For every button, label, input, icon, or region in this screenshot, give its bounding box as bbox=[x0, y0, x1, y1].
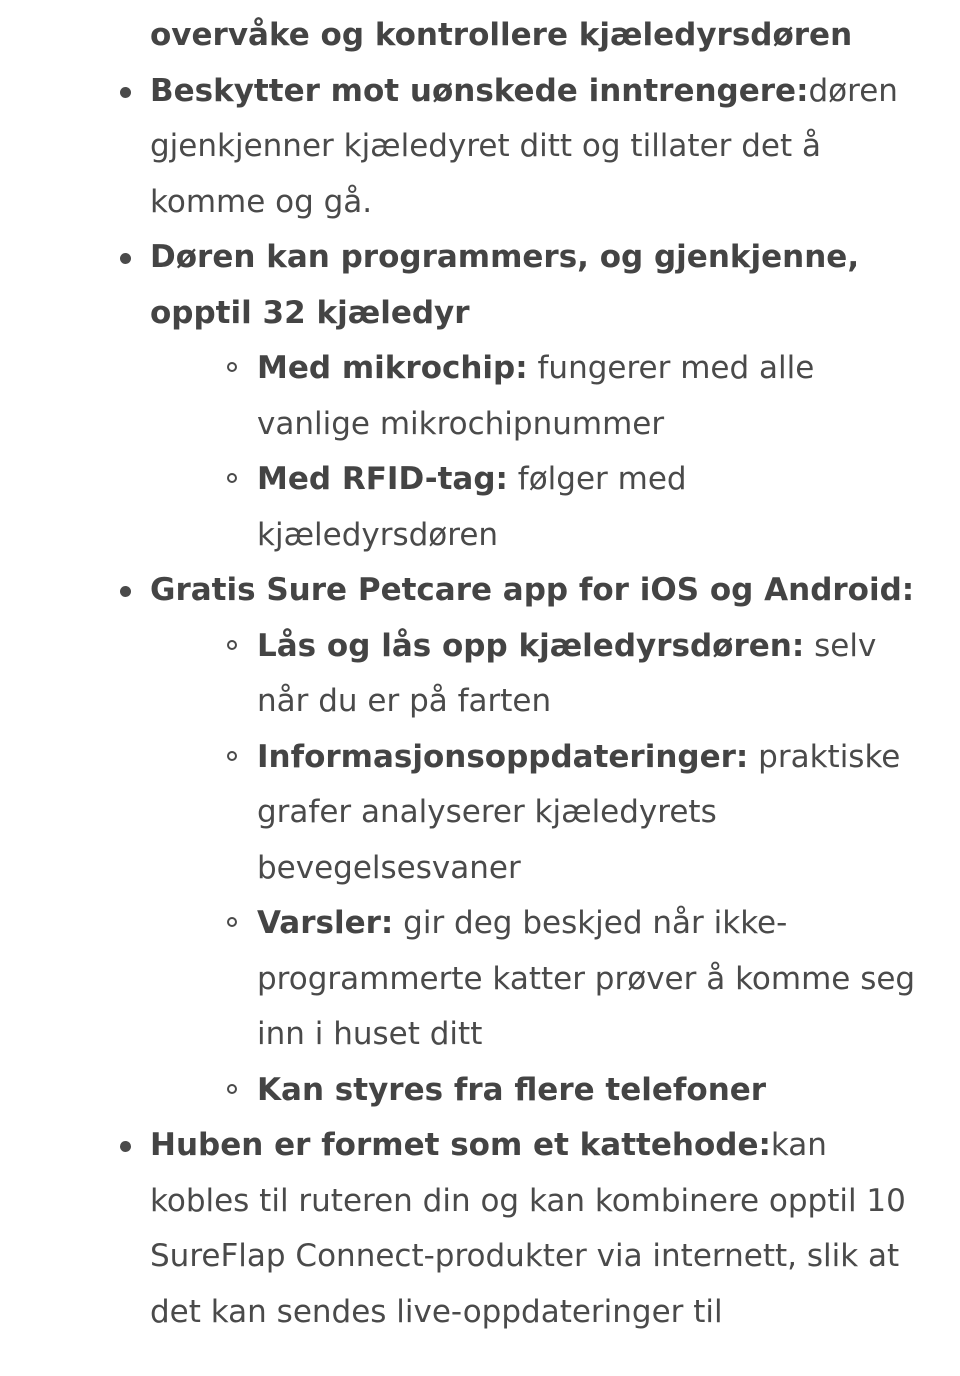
sub-list-item bbox=[257, 452, 927, 563]
sub-item-bold-label: Lås og lås opp kjæledyrsdøren: bbox=[257, 627, 805, 664]
list-item bbox=[150, 563, 920, 1118]
sub-item-bold-label: Med RFID-tag: bbox=[257, 461, 508, 497]
bullet-circle-icon bbox=[227, 917, 237, 927]
list-item bbox=[150, 64, 920, 231]
sub-item-text: praktiske grafer analyserer kjæledyrets bevegelsesvaner bbox=[257, 738, 901, 886]
sub-list-item bbox=[257, 1063, 927, 1119]
sub-feature-list bbox=[150, 341, 927, 563]
list-item bbox=[150, 1118, 920, 1340]
sub-list-item bbox=[257, 619, 927, 730]
list-item bbox=[150, 230, 920, 563]
item-text: kan kobles til ruteren din og kan kombinere opptil 10 SureFlap Connect-produkter via internett, slik at det kan sendes live-oppdateringer til bbox=[150, 1127, 906, 1330]
item-bold-label: Gratis Sure Petcare app for iOS og Android: bbox=[150, 572, 915, 608]
bullet-dot-icon bbox=[120, 1141, 131, 1152]
sub-item-bold-label: Varsler: bbox=[257, 905, 394, 941]
sub-item-bold-label: Med mikrochip: bbox=[257, 350, 528, 386]
bullet-circle-icon bbox=[227, 751, 237, 761]
bullet-circle-icon bbox=[227, 640, 237, 650]
sub-item-text: følger med kjæledyrsdøren bbox=[257, 461, 687, 553]
bullet-circle-icon bbox=[227, 1084, 237, 1094]
sub-list-item bbox=[257, 730, 927, 897]
bullet-dot-icon bbox=[120, 253, 131, 264]
bullet-dot-icon bbox=[120, 586, 131, 597]
item-bold-label: Døren kan programmers, og gjenkjenne, opptil 32 kjæledyr bbox=[150, 239, 860, 331]
bullet-dot-icon bbox=[120, 87, 131, 98]
sub-item-text: fungerer med alle vanlige mikrochipnummer bbox=[257, 350, 815, 442]
bullet-circle-icon bbox=[227, 362, 237, 372]
item-text: døren gjenkjenner kjæledyret ditt og tillater det å komme og gå. bbox=[150, 72, 898, 220]
sub-item-bold-label: Kan styres fra flere telefoner bbox=[257, 1071, 767, 1108]
sub-feature-list bbox=[150, 619, 927, 1119]
sub-item-bold-label: Informasjonsoppdateringer: bbox=[257, 738, 749, 775]
item-bold-label: Beskytter mot uønskede inntrengere: bbox=[150, 72, 809, 109]
bullet-circle-icon bbox=[227, 473, 237, 483]
intro-line bbox=[150, 8, 930, 64]
sub-list-item bbox=[257, 896, 927, 1063]
sub-item-text: gir deg beskjed når ikke-programmerte katter prøver å komme seg inn i huset ditt bbox=[257, 905, 916, 1052]
intro-bold-text: overvåke og kontrollere kjæledyrsdøren bbox=[150, 17, 853, 53]
feature-list bbox=[0, 64, 920, 1341]
sub-list-item bbox=[257, 341, 927, 452]
item-bold-label: Huben er formet som et kattehode: bbox=[150, 1127, 771, 1163]
sub-item-text: selv når du er på farten bbox=[257, 627, 877, 719]
product-description bbox=[0, 8, 960, 1340]
